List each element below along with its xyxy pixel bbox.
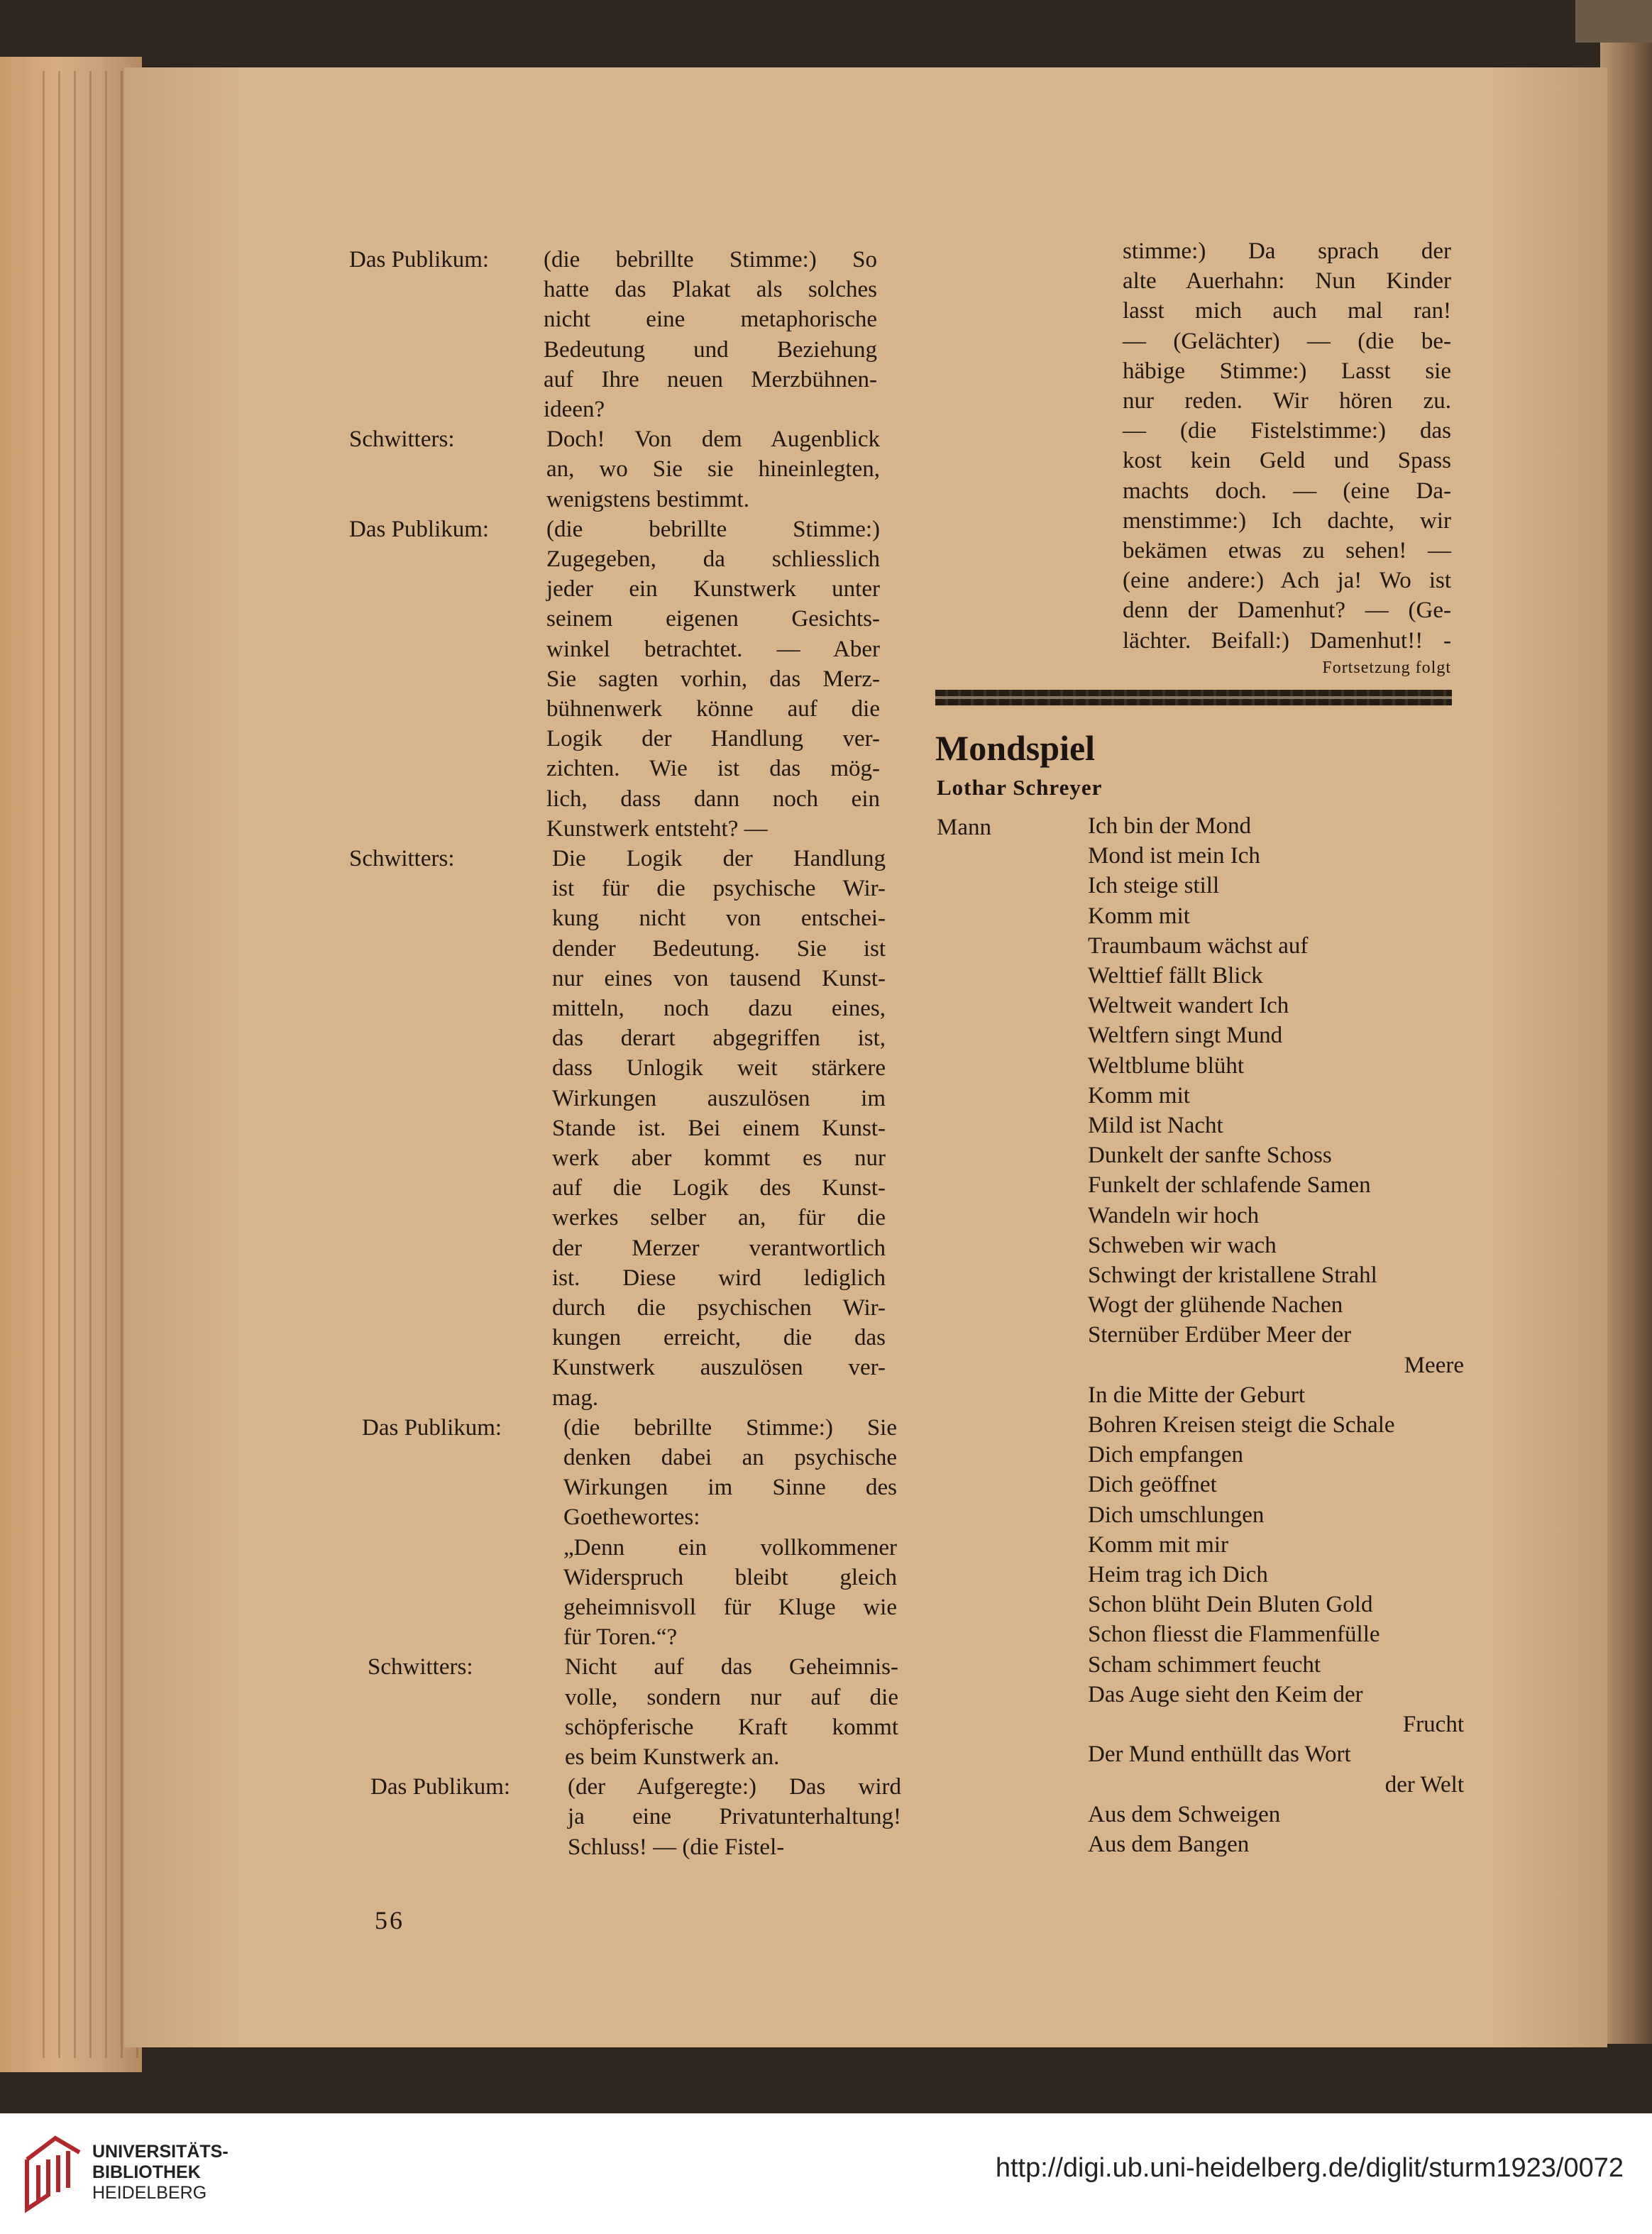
- speech-line: es beim Kunstwerk an.: [565, 1744, 780, 1770]
- speech-line: volle, sondern nur auf die: [565, 1684, 898, 1710]
- speech-line: wenigstens bestimmt.: [546, 486, 749, 512]
- poem-line: Aus dem Schweigen: [1088, 1801, 1281, 1827]
- speech-text: [552, 844, 886, 1413]
- poem-line: Schon fliesst die Flammenfülle: [1088, 1622, 1380, 1648]
- poem-line: Meere: [1404, 1352, 1464, 1378]
- speech-line: seinem eigenen Gesichts-: [546, 606, 880, 632]
- speech-line: ist. Diese wird lediglich: [552, 1265, 886, 1291]
- poem-line: Wogt der glühende Nachen: [1088, 1292, 1343, 1319]
- speech-line: ideen?: [544, 397, 605, 423]
- poem-line: Mild ist Nacht: [1088, 1113, 1223, 1139]
- continuation-line: menstimme:) Ich dachte, wir: [1123, 507, 1451, 534]
- speech-text: [546, 424, 880, 515]
- poem-line: Weltblume blüht: [1088, 1052, 1245, 1079]
- speech-text: [563, 1413, 897, 1653]
- continuation-line: alte Auerhahn: Nun Kinder: [1123, 268, 1451, 295]
- poem-line: Weltfern singt Mund: [1088, 1023, 1283, 1049]
- speech-line: Logik der Handlung ver-: [546, 726, 880, 752]
- speech-line: für Toren.“?: [563, 1624, 678, 1651]
- poem-speaker: Mann: [937, 815, 991, 840]
- poem-line: In die Mitte der Geburt: [1088, 1382, 1306, 1408]
- speech-line: Nicht auf das Geheimnis-: [565, 1654, 898, 1680]
- continued-note: Fortsetzung folgt: [1322, 659, 1451, 677]
- continuation-line: bekämen etwas zu sehen! —: [1123, 538, 1451, 564]
- speech-line: das derart abgegriffen ist,: [552, 1025, 886, 1052]
- continuation-line: (eine andere:) Ach ja! Wo ist: [1123, 568, 1451, 594]
- speech-line: kungen erreicht, die das: [552, 1325, 886, 1351]
- speech-line: auf die Logik des Kunst-: [552, 1175, 886, 1201]
- poem-line: Bohren Kreisen steigt die Schale: [1088, 1412, 1395, 1438]
- speaker-label: Schwitters:: [349, 846, 455, 871]
- library-name-line1: UNIVERSITÄTS-: [92, 2142, 228, 2162]
- speech-line: werk aber kommt es nur: [552, 1145, 886, 1172]
- library-name: [92, 2142, 228, 2203]
- poem-line: Dunkelt der sanfte Schoss: [1088, 1143, 1332, 1169]
- speech-line: lich, dass dann noch ein: [546, 786, 880, 812]
- speech-text: [546, 515, 880, 844]
- speech-line: Sie sagten vorhin, das Merz-: [546, 666, 880, 692]
- speech-line: bühnenwerk könne auf die: [546, 696, 880, 722]
- speech-line: (die bebrillte Stimme:) So: [544, 247, 877, 273]
- poem-line: Der Mund enthüllt das Wort: [1088, 1741, 1351, 1768]
- poem-author: Lothar Schreyer: [937, 775, 1103, 800]
- speech-text: [568, 1772, 901, 1862]
- speech-line: geheimnisvoll für Kluge wie: [563, 1595, 897, 1621]
- poem-line: Wandeln wir hoch: [1088, 1202, 1260, 1228]
- speech-line: Kunstwerk auszulösen ver-: [552, 1355, 886, 1381]
- speech-line: zichten. Wie ist das mög-: [546, 756, 880, 782]
- speech-line: auf Ihre neuen Merzbühnen-: [544, 366, 877, 392]
- poem-line: Dich umschlungen: [1088, 1502, 1265, 1528]
- speech-line: an, wo Sie sie hineinlegten,: [546, 456, 880, 483]
- poem-line: Traumbaum wächst auf: [1088, 932, 1309, 959]
- poem-line: Funkelt der schlafende Samen: [1088, 1172, 1371, 1199]
- speaker-label: Schwitters:: [349, 427, 455, 453]
- speech-line: werkes selber an, für die: [552, 1205, 886, 1231]
- speech-text: [544, 245, 877, 424]
- adjacent-book: [1575, 0, 1652, 43]
- continuation-line: lasst mich auch mal ran!: [1123, 298, 1451, 324]
- poem-verses: [1088, 811, 1464, 1859]
- poem-line: Sternüber Erdüber Meer der: [1088, 1322, 1352, 1348]
- speaker-label: Das Publikum:: [349, 516, 490, 542]
- speech-line: Kunstwerk entsteht? —: [546, 815, 768, 842]
- speech-line: Widerspruch bleibt gleich: [563, 1564, 897, 1590]
- poem-line: Weltweit wandert Ich: [1088, 993, 1289, 1019]
- poem-line: der Welt: [1384, 1771, 1464, 1798]
- continuation-line: nur reden. Wir hören zu.: [1123, 388, 1451, 414]
- speech-line: (die bebrillte Stimme:) Sie: [563, 1414, 897, 1441]
- poem-line: Aus dem Bangen: [1088, 1831, 1250, 1857]
- speech-line: Doch! Von dem Augenblick: [546, 427, 880, 453]
- continuation-line: — (die Fistelstimme:) das: [1123, 418, 1451, 444]
- speech-line: denken dabei an psychische: [563, 1445, 897, 1470]
- dialogue-continuation: [1123, 236, 1451, 656]
- source-url[interactable]: http://digi.ub.uni-heidelberg.de/diglit/sturm1923/0072: [995, 2153, 1624, 2183]
- speech-line: ja eine Privatunterhaltung!: [568, 1804, 901, 1830]
- page-stack-right: [1600, 43, 1652, 2044]
- poem-line: Komm mit: [1088, 903, 1190, 929]
- speaker-label: Das Publikum:: [370, 1774, 511, 1800]
- speech-line: dass Unlogik weit stärkere: [552, 1055, 886, 1082]
- section-divider-line: [935, 696, 1452, 699]
- speech-line: ist für die psychische Wir-: [552, 876, 886, 902]
- continuation-line: denn der Damenhut? — (Ge-: [1123, 598, 1451, 624]
- speaker-label: Das Publikum:: [362, 1414, 502, 1441]
- poem-line: Ich steige still: [1088, 873, 1220, 899]
- speech-line: dender Bedeutung. Sie ist: [552, 935, 886, 962]
- speaker-label: Schwitters:: [368, 1654, 473, 1680]
- speech-line: der Merzer verantwortlich: [552, 1235, 886, 1261]
- speech-line: winkel betrachtet. — Aber: [546, 636, 880, 662]
- library-footer: [0, 2113, 1652, 2234]
- poem-line: Frucht: [1402, 1712, 1464, 1738]
- poem-line: Dich geöffnet: [1088, 1472, 1217, 1498]
- speech-line: mitteln, noch dazu eines,: [552, 996, 886, 1022]
- speech-line: Bedeutung und Beziehung: [544, 336, 877, 363]
- poem-line: Welttief fällt Blick: [1088, 963, 1263, 989]
- poem-line: Schon blüht Dein Bluten Gold: [1088, 1592, 1373, 1618]
- speech-text: [565, 1652, 898, 1772]
- poem-line: Heim trag ich Dich: [1088, 1562, 1268, 1588]
- speaker-label: Das Publikum:: [349, 247, 490, 273]
- poem-line: Komm mit mir: [1088, 1531, 1228, 1558]
- speech-line: Die Logik der Handlung: [552, 846, 886, 871]
- speech-line: nicht eine metaphorische: [544, 307, 877, 333]
- speech-line: nur eines von tausend Kunst-: [552, 965, 886, 991]
- page-number: 56: [375, 1906, 404, 1935]
- speech-line: Wirkungen im Sinne des: [563, 1475, 897, 1501]
- poem-line: Scham schimmert feucht: [1088, 1651, 1321, 1678]
- speech-line: „Denn ein vollkommener: [563, 1534, 897, 1561]
- continuation-line: stimme:) Da sprach der: [1123, 238, 1451, 264]
- speech-line: Goethewortes:: [563, 1504, 700, 1531]
- continuation-line: lächter. Beifall:) Damenhut!! -: [1123, 627, 1451, 654]
- speech-line: mag.: [552, 1385, 599, 1411]
- speech-line: durch die psychischen Wir-: [552, 1295, 886, 1321]
- speech-line: jeder ein Kunstwerk unter: [546, 576, 880, 602]
- poem-line: Schwingt der kristallene Strahl: [1088, 1262, 1377, 1289]
- speech-line: Wirkungen auszulösen im: [552, 1085, 886, 1111]
- continuation-line: machts doch. — (eine Da-: [1123, 478, 1451, 504]
- continuation-line: — (Gelächter) — (die be-: [1123, 328, 1451, 354]
- poem-line: Dich empfangen: [1088, 1442, 1243, 1468]
- speech-line: (der Aufgeregte:) Das wird: [568, 1774, 901, 1800]
- poem-line: Das Auge sieht den Keim der: [1088, 1681, 1363, 1707]
- continuation-line: häbige Stimme:) Lasst sie: [1123, 358, 1451, 384]
- poem-line: Ich bin der Mond: [1088, 813, 1252, 839]
- library-name-line3: HEIDELBERG: [92, 2183, 207, 2203]
- speech-line: schöpferische Kraft kommt: [565, 1714, 898, 1740]
- speech-line: Zugegeben, da schliesslich: [546, 546, 880, 572]
- speech-line: kung nicht von entschei-: [552, 906, 886, 932]
- library-name-line2: BIBLIOTHEK: [92, 2162, 201, 2182]
- poem-line: Komm mit: [1088, 1082, 1190, 1108]
- poem-line: Schweben wir wach: [1088, 1232, 1277, 1258]
- poem-line: Mond ist mein Ich: [1088, 843, 1260, 869]
- speech-line: Stande ist. Bei einem Kunst-: [552, 1115, 886, 1141]
- speech-line: Schluss! — (die Fistel-: [568, 1834, 785, 1860]
- library-logo-icon: [20, 2131, 85, 2216]
- speech-line: hatte das Plakat als solches: [544, 277, 877, 303]
- poem-title: Mondspiel: [935, 728, 1096, 768]
- speech-line: (die bebrillte Stimme:): [546, 516, 880, 542]
- continuation-line: kost kein Geld und Spass: [1123, 448, 1451, 474]
